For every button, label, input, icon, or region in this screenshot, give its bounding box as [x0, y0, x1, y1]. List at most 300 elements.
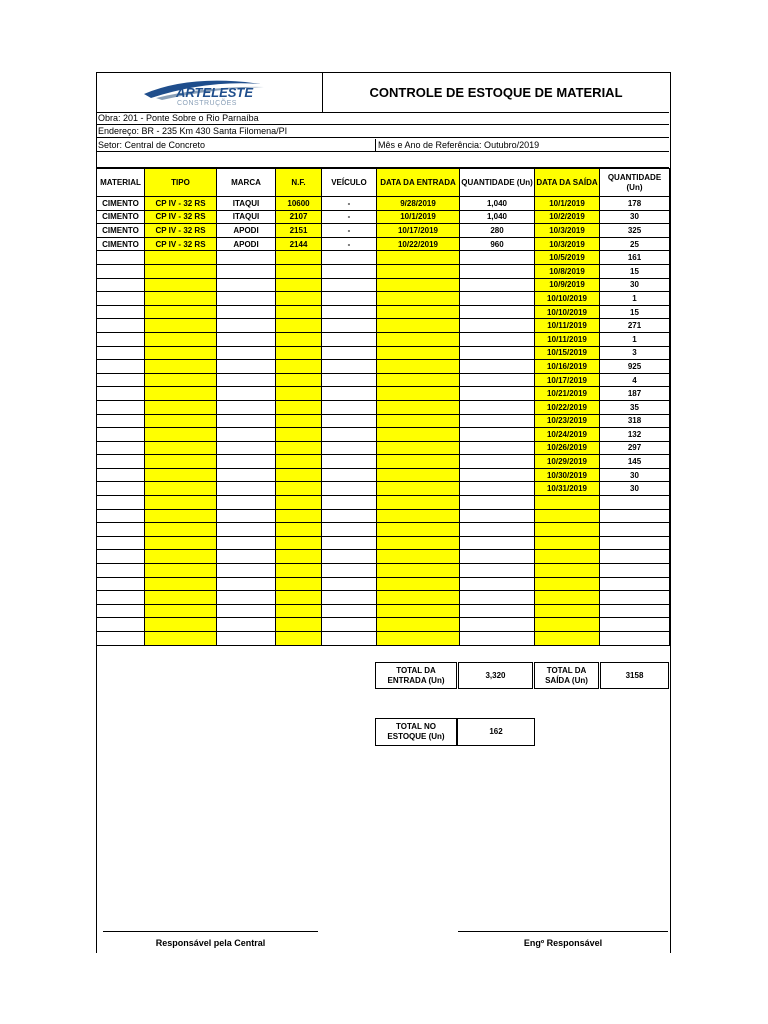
cell-qtd-saida: 161 — [600, 251, 670, 265]
logo-subtitle: CONSTRUÇÕES — [177, 100, 237, 107]
cell-nf — [276, 550, 322, 564]
cell-data-entrada — [377, 550, 460, 564]
cell-qtd-saida: 15 — [600, 264, 670, 278]
cell-veiculo — [322, 387, 377, 401]
table-row — [97, 197, 670, 211]
cell-tipo — [145, 278, 217, 292]
cell-qtd-entrada: 280 — [460, 224, 535, 238]
table-row — [97, 468, 670, 482]
cell-veiculo — [322, 509, 377, 523]
cell-veiculo — [322, 305, 377, 319]
cell-nf — [276, 278, 322, 292]
cell-nf — [276, 319, 322, 333]
company-logo — [96, 72, 323, 112]
table-row — [97, 414, 670, 428]
cell-data-saida: 10/16/2019 — [535, 360, 600, 374]
stock-table — [96, 168, 670, 646]
cell-material — [97, 346, 145, 360]
cell-qtd-saida: 925 — [600, 360, 670, 374]
cell-data-saida: 10/11/2019 — [535, 319, 600, 333]
table-row — [97, 577, 670, 591]
sheet-header — [96, 72, 669, 113]
cell-tipo — [145, 292, 217, 306]
table-row — [97, 455, 670, 469]
column-header-material: MATERIAL — [97, 169, 145, 197]
cell-qtd-entrada — [460, 618, 535, 632]
cell-nf — [276, 332, 322, 346]
cell-qtd-saida — [600, 591, 670, 605]
cell-data-entrada — [377, 319, 460, 333]
cell-data-entrada — [377, 428, 460, 442]
cell-marca — [217, 564, 276, 578]
table-row — [97, 632, 670, 646]
cell-nf — [276, 292, 322, 306]
cell-data-saida: 10/22/2019 — [535, 400, 600, 414]
cell-data-saida: 10/31/2019 — [535, 482, 600, 496]
cell-veiculo: - — [322, 210, 377, 224]
cell-qtd-entrada — [460, 346, 535, 360]
cell-qtd-entrada — [460, 523, 535, 537]
cell-marca — [217, 264, 276, 278]
cell-tipo — [145, 319, 217, 333]
cell-veiculo — [322, 564, 377, 578]
cell-data-saida: 10/8/2019 — [535, 264, 600, 278]
cell-marca — [217, 346, 276, 360]
cell-tipo — [145, 523, 217, 537]
cell-qtd-entrada — [460, 591, 535, 605]
cell-veiculo — [322, 278, 377, 292]
column-header-veiculo: VEÍCULO — [322, 169, 377, 197]
cell-tipo — [145, 414, 217, 428]
cell-data-saida: 10/29/2019 — [535, 455, 600, 469]
cell-data-entrada — [377, 455, 460, 469]
cell-data-saida: 10/11/2019 — [535, 332, 600, 346]
column-header-qtd-entrada: QUANTIDADE (Un) — [460, 169, 535, 197]
table-row — [97, 564, 670, 578]
table-row — [97, 400, 670, 414]
table-row — [97, 237, 670, 251]
cell-veiculo — [322, 428, 377, 442]
cell-qtd-entrada — [460, 441, 535, 455]
table-row — [97, 319, 670, 333]
cell-tipo — [145, 632, 217, 646]
table-row — [97, 360, 670, 374]
cell-qtd-saida: 30 — [600, 468, 670, 482]
cell-nf — [276, 346, 322, 360]
cell-veiculo — [322, 400, 377, 414]
column-header-tipo: TIPO — [145, 169, 217, 197]
cell-veiculo — [322, 414, 377, 428]
table-row — [97, 550, 670, 564]
cell-data-saida — [535, 509, 600, 523]
table-row — [97, 536, 670, 550]
cell-veiculo — [322, 332, 377, 346]
cell-qtd-entrada — [460, 278, 535, 292]
cell-data-saida — [535, 618, 600, 632]
cell-tipo — [145, 332, 217, 346]
cell-data-entrada — [377, 373, 460, 387]
cell-nf — [276, 414, 322, 428]
cell-veiculo — [322, 482, 377, 496]
cell-marca — [217, 550, 276, 564]
cell-marca: ITAQUI — [217, 210, 276, 224]
cell-tipo — [145, 577, 217, 591]
cell-data-saida — [535, 577, 600, 591]
total-entrada-label: TOTAL DA ENTRADA (Un) — [375, 662, 457, 689]
cell-qtd-entrada — [460, 360, 535, 374]
cell-data-saida: 10/23/2019 — [535, 414, 600, 428]
cell-qtd-saida: 1 — [600, 292, 670, 306]
cell-data-saida: 10/3/2019 — [535, 224, 600, 238]
cell-veiculo — [322, 346, 377, 360]
cell-qtd-entrada — [460, 536, 535, 550]
cell-qtd-saida: 35 — [600, 400, 670, 414]
table-row — [97, 292, 670, 306]
cell-qtd-entrada — [460, 428, 535, 442]
table-row — [97, 305, 670, 319]
cell-tipo — [145, 564, 217, 578]
obra-text: Obra: 201 - Ponte Sobre o Rio Parnaíba — [98, 113, 259, 123]
cell-tipo — [145, 509, 217, 523]
cell-data-saida — [535, 550, 600, 564]
cell-qtd-saida: 178 — [600, 197, 670, 211]
cell-data-entrada — [377, 441, 460, 455]
cell-data-entrada — [377, 564, 460, 578]
cell-qtd-entrada — [460, 496, 535, 510]
cell-qtd-saida: 30 — [600, 210, 670, 224]
cell-nf — [276, 305, 322, 319]
cell-nf — [276, 360, 322, 374]
cell-nf — [276, 496, 322, 510]
cell-qtd-saida: 187 — [600, 387, 670, 401]
cell-material — [97, 360, 145, 374]
cell-qtd-entrada — [460, 455, 535, 469]
table-row — [97, 278, 670, 292]
cell-tipo — [145, 373, 217, 387]
cell-nf — [276, 441, 322, 455]
cell-data-entrada — [377, 414, 460, 428]
cell-data-entrada — [377, 577, 460, 591]
table-row — [97, 441, 670, 455]
table-row — [97, 618, 670, 632]
column-header-nf: N.F. — [276, 169, 322, 197]
cell-material — [97, 387, 145, 401]
cell-data-saida: 10/21/2019 — [535, 387, 600, 401]
cell-material — [97, 604, 145, 618]
cell-qtd-saida — [600, 550, 670, 564]
table-row — [97, 210, 670, 224]
cell-data-entrada — [377, 292, 460, 306]
cell-marca — [217, 278, 276, 292]
table-row — [97, 224, 670, 238]
cell-marca — [217, 509, 276, 523]
cell-veiculo — [322, 441, 377, 455]
cell-qtd-saida: 271 — [600, 319, 670, 333]
cell-data-saida: 10/5/2019 — [535, 251, 600, 265]
cell-tipo — [145, 536, 217, 550]
cell-qtd-saida: 30 — [600, 482, 670, 496]
table-row — [97, 387, 670, 401]
cell-data-entrada — [377, 618, 460, 632]
cell-qtd-saida — [600, 618, 670, 632]
cell-qtd-saida: 318 — [600, 414, 670, 428]
cell-marca — [217, 591, 276, 605]
cell-nf — [276, 264, 322, 278]
arteleste-logo-icon — [96, 72, 322, 112]
cell-marca: APODI — [217, 224, 276, 238]
cell-material — [97, 278, 145, 292]
cell-tipo — [145, 496, 217, 510]
cell-qtd-saida: 4 — [600, 373, 670, 387]
cell-marca — [217, 373, 276, 387]
cell-qtd-entrada — [460, 332, 535, 346]
cell-material — [97, 496, 145, 510]
cell-qtd-saida: 297 — [600, 441, 670, 455]
cell-tipo: CP IV - 32 RS — [145, 237, 217, 251]
cell-qtd-entrada: 1,040 — [460, 197, 535, 211]
cell-data-saida — [535, 496, 600, 510]
cell-data-entrada: 9/28/2019 — [377, 197, 460, 211]
cell-qtd-saida: 1 — [600, 332, 670, 346]
cell-data-entrada — [377, 387, 460, 401]
cell-tipo — [145, 400, 217, 414]
cell-marca — [217, 251, 276, 265]
cell-material — [97, 632, 145, 646]
cell-tipo: CP IV - 32 RS — [145, 224, 217, 238]
cell-material — [97, 373, 145, 387]
cell-qtd-entrada — [460, 550, 535, 564]
cell-marca: ITAQUI — [217, 197, 276, 211]
cell-qtd-entrada: 1,040 — [460, 210, 535, 224]
cell-qtd-entrada — [460, 319, 535, 333]
cell-qtd-entrada — [460, 264, 535, 278]
table-row — [97, 591, 670, 605]
cell-nf — [276, 564, 322, 578]
cell-tipo — [145, 305, 217, 319]
cell-veiculo: - — [322, 224, 377, 238]
cell-nf — [276, 251, 322, 265]
cell-marca — [217, 577, 276, 591]
cell-data-saida: 10/10/2019 — [535, 305, 600, 319]
cell-marca — [217, 305, 276, 319]
cell-nf — [276, 577, 322, 591]
total-saida-value: 3158 — [600, 662, 669, 689]
table-row — [97, 346, 670, 360]
cell-data-entrada — [377, 468, 460, 482]
cell-marca — [217, 618, 276, 632]
cell-qtd-entrada — [460, 400, 535, 414]
cell-qtd-saida — [600, 523, 670, 537]
cell-qtd-saida: 325 — [600, 224, 670, 238]
cell-tipo — [145, 360, 217, 374]
cell-qtd-saida — [600, 536, 670, 550]
cell-material — [97, 577, 145, 591]
cell-material — [97, 455, 145, 469]
setor-text: Setor: Central de Concreto — [98, 140, 206, 150]
cell-data-saida — [535, 536, 600, 550]
cell-data-saida: 10/10/2019 — [535, 292, 600, 306]
table-row — [97, 332, 670, 346]
cell-tipo — [145, 604, 217, 618]
cell-marca — [217, 387, 276, 401]
cell-veiculo — [322, 523, 377, 537]
cell-tipo — [145, 346, 217, 360]
cell-data-entrada — [377, 482, 460, 496]
cell-data-entrada — [377, 305, 460, 319]
cell-material — [97, 264, 145, 278]
cell-material — [97, 468, 145, 482]
cell-veiculo — [322, 536, 377, 550]
cell-material — [97, 509, 145, 523]
cell-data-entrada — [377, 400, 460, 414]
cell-tipo: CP IV - 32 RS — [145, 197, 217, 211]
info-obra-row — [96, 112, 669, 125]
column-header-marca: MARCA — [217, 169, 276, 197]
cell-nf: 10600 — [276, 197, 322, 211]
cell-nf — [276, 536, 322, 550]
cell-nf — [276, 632, 322, 646]
cell-qtd-entrada — [460, 632, 535, 646]
cell-material: CIMENTO — [97, 224, 145, 238]
cell-veiculo — [322, 604, 377, 618]
cell-data-saida — [535, 591, 600, 605]
cell-data-saida: 10/3/2019 — [535, 237, 600, 251]
cell-nf — [276, 591, 322, 605]
cell-veiculo — [322, 577, 377, 591]
cell-veiculo — [322, 251, 377, 265]
cell-data-entrada — [377, 604, 460, 618]
cell-marca — [217, 400, 276, 414]
cell-qtd-entrada — [460, 564, 535, 578]
cell-data-entrada — [377, 346, 460, 360]
cell-qtd-saida — [600, 496, 670, 510]
info-setor-row — [96, 139, 669, 152]
cell-marca — [217, 332, 276, 346]
cell-qtd-entrada — [460, 509, 535, 523]
cell-data-saida: 10/9/2019 — [535, 278, 600, 292]
cell-veiculo — [322, 496, 377, 510]
cell-veiculo — [322, 264, 377, 278]
cell-material: CIMENTO — [97, 197, 145, 211]
cell-material — [97, 618, 145, 632]
cell-material — [97, 332, 145, 346]
cell-data-entrada — [377, 251, 460, 265]
signature-label-left: Responsável pela Central — [155, 938, 266, 948]
cell-tipo — [145, 428, 217, 442]
page-title: CONTROLE DE ESTOQUE DE MATERIAL — [369, 84, 623, 100]
cell-qtd-saida — [600, 577, 670, 591]
cell-data-entrada — [377, 591, 460, 605]
cell-material — [97, 292, 145, 306]
cell-tipo — [145, 468, 217, 482]
cell-marca — [217, 604, 276, 618]
cell-marca: APODI — [217, 237, 276, 251]
cell-veiculo — [322, 319, 377, 333]
cell-nf — [276, 400, 322, 414]
cell-data-saida — [535, 523, 600, 537]
cell-data-saida — [535, 604, 600, 618]
cell-material — [97, 441, 145, 455]
cell-data-entrada — [377, 632, 460, 646]
cell-veiculo — [322, 292, 377, 306]
cell-qtd-entrada — [460, 292, 535, 306]
cell-nf — [276, 482, 322, 496]
cell-material — [97, 550, 145, 564]
table-row — [97, 251, 670, 265]
cell-qtd-entrada: 960 — [460, 237, 535, 251]
cell-marca — [217, 360, 276, 374]
table-header-row — [97, 169, 670, 197]
cell-data-saida — [535, 564, 600, 578]
cell-marca — [217, 536, 276, 550]
cell-data-saida: 10/15/2019 — [535, 346, 600, 360]
total-estoque-label: TOTAL NO ESTOQUE (Un) — [375, 718, 457, 746]
total-saida-label: TOTAL DA SAÍDA (Un) — [534, 662, 599, 689]
cell-material — [97, 536, 145, 550]
cell-qtd-entrada — [460, 414, 535, 428]
signature-label-right: Engº Responsável — [523, 938, 603, 948]
spacer-row — [96, 153, 669, 168]
cell-veiculo — [322, 591, 377, 605]
cell-nf — [276, 523, 322, 537]
cell-qtd-saida — [600, 604, 670, 618]
cell-veiculo — [322, 550, 377, 564]
cell-data-saida — [535, 632, 600, 646]
table-row — [97, 428, 670, 442]
cell-material: CIMENTO — [97, 237, 145, 251]
column-header-data-saida: DATA DA SAÍDA — [535, 169, 600, 197]
cell-marca — [217, 319, 276, 333]
info-endereco-row — [96, 125, 669, 138]
cell-veiculo — [322, 455, 377, 469]
referencia-text: Mês e Ano de Referência: Outubro/2019 — [375, 139, 539, 152]
cell-material — [97, 305, 145, 319]
signature-line-right — [458, 931, 668, 932]
cell-material — [97, 400, 145, 414]
cell-material — [97, 251, 145, 265]
cell-veiculo — [322, 360, 377, 374]
cell-veiculo — [322, 618, 377, 632]
cell-qtd-entrada — [460, 387, 535, 401]
table-row — [97, 604, 670, 618]
cell-data-saida: 10/26/2019 — [535, 441, 600, 455]
table-row — [97, 509, 670, 523]
cell-tipo — [145, 455, 217, 469]
cell-data-saida: 10/30/2019 — [535, 468, 600, 482]
cell-data-saida: 10/17/2019 — [535, 373, 600, 387]
cell-veiculo — [322, 468, 377, 482]
cell-marca — [217, 468, 276, 482]
cell-nf: 2151 — [276, 224, 322, 238]
cell-qtd-entrada — [460, 373, 535, 387]
cell-nf: 2144 — [276, 237, 322, 251]
cell-marca — [217, 455, 276, 469]
cell-qtd-entrada — [460, 482, 535, 496]
cell-material — [97, 319, 145, 333]
cell-material: CIMENTO — [97, 210, 145, 224]
cell-data-entrada — [377, 496, 460, 510]
cell-data-entrada — [377, 332, 460, 346]
cell-data-entrada — [377, 264, 460, 278]
cell-data-entrada: 10/22/2019 — [377, 237, 460, 251]
cell-marca — [217, 632, 276, 646]
cell-nf — [276, 387, 322, 401]
cell-material — [97, 482, 145, 496]
cell-tipo: CP IV - 32 RS — [145, 210, 217, 224]
cell-data-entrada — [377, 509, 460, 523]
total-estoque-value: 162 — [457, 718, 535, 746]
cell-data-saida: 10/1/2019 — [535, 197, 600, 211]
